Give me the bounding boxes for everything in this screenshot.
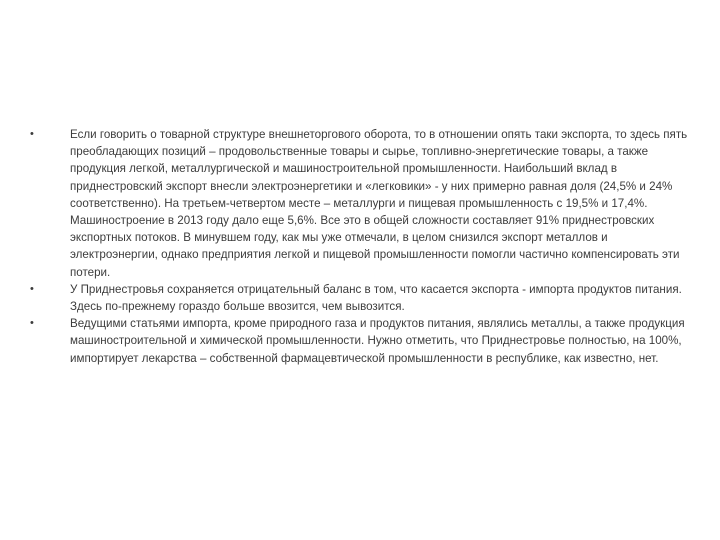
bullet-marker: • <box>30 282 34 295</box>
list-item <box>30 281 690 315</box>
bullet-list <box>30 126 690 367</box>
bullet-text-food-balance: У Приднестровья сохраняется отрицательный баланс в том, что касается экспорта - импорта продуктов питания. Здесь по-прежнему гораздо больше ввозится, чем вывозится. <box>70 282 682 314</box>
bullet-text-import-items: Ведущими статьями импорта, кроме природного газа и продуктов питания, являлись металлы, а также продукция машиностроительной и химической промышленности. Нужно отметить, что Приднестровье полностью, на 100%, импортирует лекарства – собственной фармацевтической промышленности в республике, как известно, нет. <box>70 317 685 365</box>
bullet-marker: • <box>30 128 34 140</box>
bullet-marker: • <box>30 317 34 330</box>
list-item <box>30 315 690 367</box>
bullet-text-export-structure: Если говорить о товарной структуре внешнеторгового оборота, то в отношении опять таки экспорта, то здесь пять преобладающих позиций – продовольственные товары и сырье, топливно-энергетические товары, а также продукция легкой, металлургической и машиностроительной промышленности. Наибольший вклад в приднестровский экспорт внесли электроэнергетики и «легковики» - у них примерно равная доля (24,5% и 24% соответственно). На третьем-четвертом месте – металлурги и пищевая промышленность с 19,5% и 17,4%. Машиностроение в 2013 году дало еще 5,6%. Все это в общей сложности составляет 91% приднестровских экспортных потоков. В минувшем году, как мы уже отмечали, в целом снизился экспорт металлов и электроэнергии, однако предприятия легкой и пищевой промышленности помогли частично компенсировать эти потери. <box>70 128 688 279</box>
list-item <box>30 126 690 281</box>
